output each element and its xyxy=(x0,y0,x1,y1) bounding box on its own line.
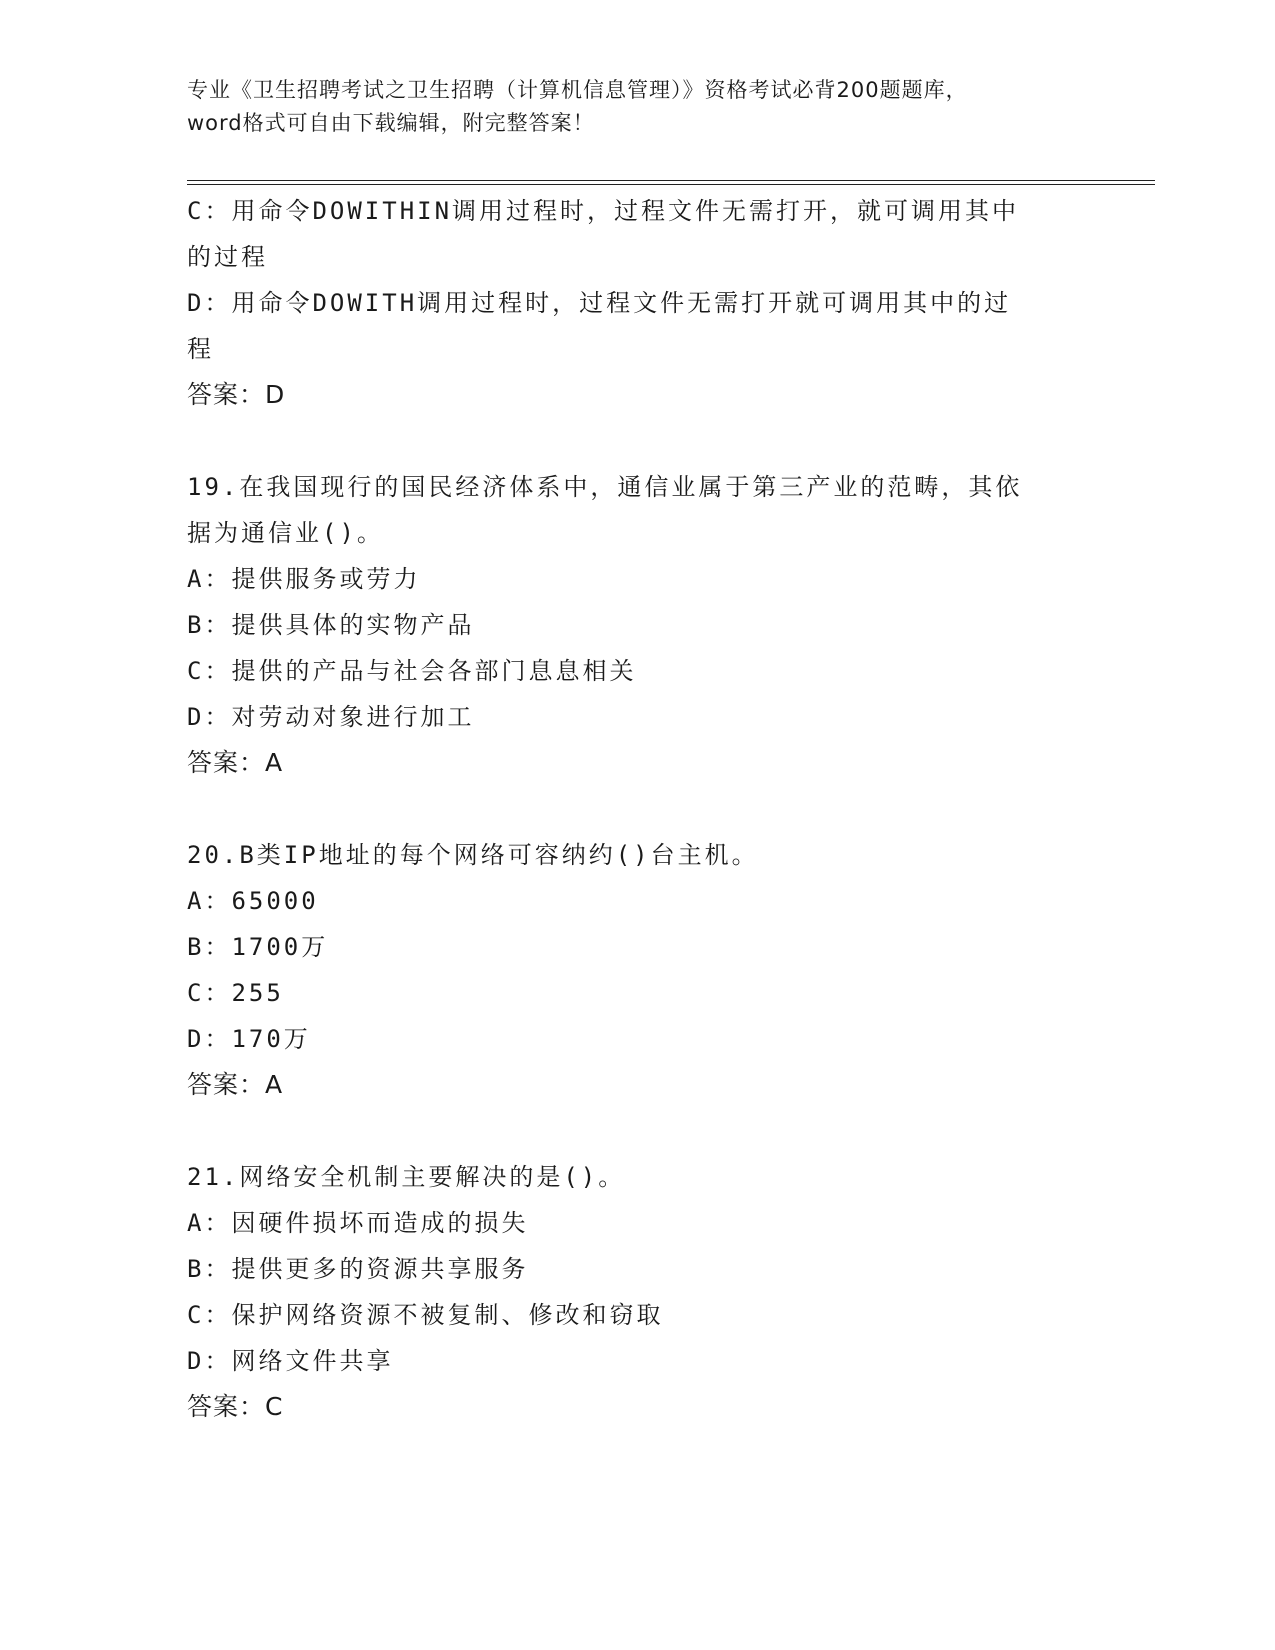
option-b: B：1700万 xyxy=(187,933,329,961)
spacer xyxy=(187,1108,1087,1154)
header-title-line-1: 专业《卫生招聘考试之卫生招聘（计算机信息管理）》资格考试必背200题题库， xyxy=(187,78,968,102)
answer: 答案：D xyxy=(187,380,286,409)
answer: 答案：A xyxy=(187,748,284,777)
question-19 xyxy=(187,464,1087,786)
answer: 答案：C xyxy=(187,1392,284,1421)
option-a: A：65000 xyxy=(187,887,319,915)
option-b: B：提供更多的资源共享服务 xyxy=(187,1255,529,1283)
document-header xyxy=(187,74,1087,140)
spacer xyxy=(187,418,1087,464)
header-divider-bottom xyxy=(187,184,1155,185)
question-stem: 20.B类IP地址的每个网络可容纳约()台主机。 xyxy=(187,841,759,869)
answer: 答案：A xyxy=(187,1070,284,1099)
question-stem: 21.网络安全机制主要解决的是()。 xyxy=(187,1163,626,1191)
spacer xyxy=(187,786,1087,832)
option-a: A：提供服务或劳力 xyxy=(187,565,421,593)
header-divider-top xyxy=(187,180,1155,181)
header-title-line-2: word格式可自由下载编辑，附完整答案！ xyxy=(187,111,595,135)
option-d-line-2: 程 xyxy=(187,335,214,363)
option-c-line-2: 的过程 xyxy=(187,243,268,271)
option-a: A：因硬件损坏而造成的损失 xyxy=(187,1209,529,1237)
option-b: B：提供具体的实物产品 xyxy=(187,611,475,639)
option-c-line-1: C：用命令DOWITHIN调用过程时，过程文件无需打开，就可调用其中 xyxy=(187,197,1020,225)
question-stem-line-1: 19.在我国现行的国民经济体系中，通信业属于第三产业的范畴，其依 xyxy=(187,473,1023,501)
option-d: D：对劳动对象进行加工 xyxy=(187,703,475,731)
option-c: C：255 xyxy=(187,979,284,1007)
question-20 xyxy=(187,832,1087,1108)
question-21 xyxy=(187,1154,1087,1430)
question-stem-line-2: 据为通信业()。 xyxy=(187,519,384,547)
option-d: D：网络文件共享 xyxy=(187,1347,394,1375)
option-d: D：170万 xyxy=(187,1025,311,1053)
option-d-line-1: D：用命令DOWITH调用过程时，过程文件无需打开就可调用其中的过 xyxy=(187,289,1012,317)
option-c: C：保护网络资源不被复制、修改和窃取 xyxy=(187,1301,664,1329)
option-c: C：提供的产品与社会各部门息息相关 xyxy=(187,657,637,685)
question-18-continued xyxy=(187,188,1087,418)
question-list xyxy=(187,188,1087,1430)
